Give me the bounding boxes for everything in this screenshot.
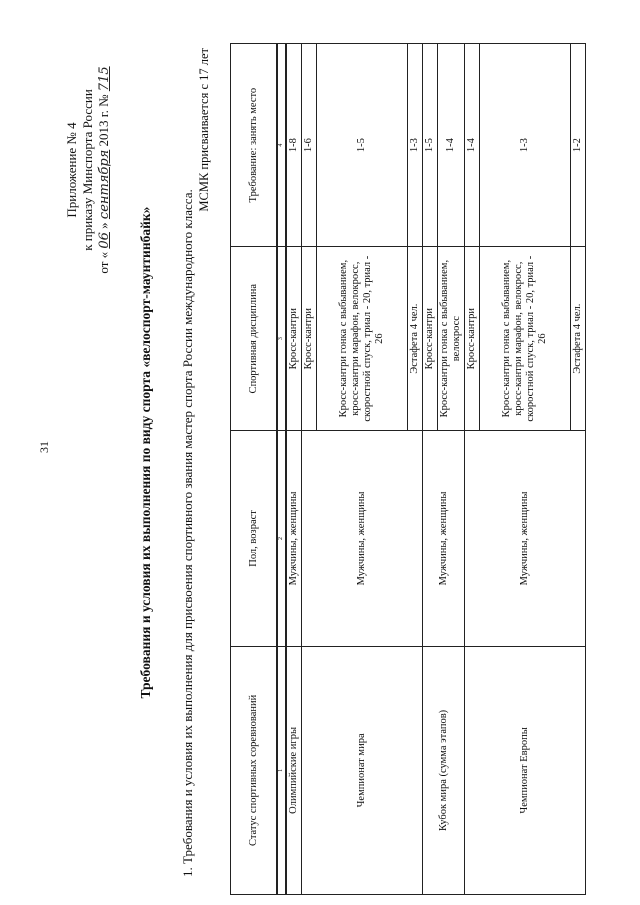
place-cell: 1-2 bbox=[571, 44, 586, 247]
handwritten-month: сентября bbox=[97, 149, 112, 220]
discipline-cell: Кросс-кантри гонка с выбыванием, велокросс bbox=[438, 247, 465, 431]
status-cell: Чемпионат мира bbox=[302, 646, 423, 894]
column-number: 4 bbox=[277, 44, 286, 247]
page-number: 31 bbox=[37, 441, 51, 453]
gender-cell: Мужчины, женщины bbox=[286, 431, 302, 647]
table-row bbox=[465, 44, 480, 895]
discipline-cell: Кросс-кантри гонка с выбыванием, кросс-кантри марафон, велокросс, скоростной спуск, триал - 20, триал - 26 bbox=[480, 247, 571, 431]
handwritten-order-number: 715 bbox=[97, 66, 112, 92]
header-required-place: Требование: занять место bbox=[231, 44, 278, 247]
status-cell: Кубок мира (сумма этапов) bbox=[423, 646, 465, 894]
discipline-cell: Кросс-кантри bbox=[465, 247, 480, 431]
discipline-cell: Эстафета 4 чел. bbox=[571, 247, 586, 431]
gender-cell: Мужчины, женщины bbox=[302, 431, 423, 647]
status-cell: Чемпионат Европы bbox=[465, 646, 586, 894]
discipline-cell: Кросс-кантри гонка с выбыванием, кросс-кантри марафон, велокросс, скоростной спуск, триал - 20, триал - 26 bbox=[317, 247, 408, 431]
section-heading: 1. Требования и условия их выполнения для присвоения спортивного звания мастер спорта России международного класса. bbox=[180, 189, 195, 877]
place-cell: 1-8 bbox=[286, 44, 302, 247]
table-row bbox=[286, 44, 302, 895]
header-gender-age: Пол, возраст bbox=[231, 431, 278, 647]
column-number: 1 bbox=[277, 646, 286, 894]
date-year: 2013 г. № bbox=[96, 94, 111, 147]
table-row bbox=[423, 44, 438, 895]
discipline-cell: Эстафета 4 чел. bbox=[408, 247, 423, 431]
date-mid: » bbox=[96, 222, 111, 229]
header-discipline: Спортивная дисциплина bbox=[231, 247, 278, 431]
gender-cell: Мужчины, женщины bbox=[465, 431, 586, 647]
place-cell: 1-5 bbox=[317, 44, 408, 247]
age-note: МСМК присваивается с 17 лет bbox=[197, 48, 211, 212]
column-number: 2 bbox=[277, 431, 286, 647]
status-cell: Олимпийские игры bbox=[286, 646, 302, 894]
appendix-order-reference: к приказу Минспорта России bbox=[80, 89, 95, 251]
document-title: Требования и условия их выполнения по виду спорта «велоспорт-маунтинбайк» bbox=[138, 206, 153, 699]
requirements-table bbox=[230, 43, 586, 895]
appendix-date-line bbox=[96, 45, 113, 295]
discipline-cell: Кросс-кантри bbox=[423, 247, 438, 431]
discipline-cell: Кросс-кантри bbox=[286, 247, 302, 431]
place-cell: 1-4 bbox=[465, 44, 480, 247]
place-cell: 1-5 bbox=[423, 44, 438, 247]
appendix-title: Приложение № 4 bbox=[64, 122, 79, 218]
place-cell: 1-3 bbox=[480, 44, 571, 247]
table-row bbox=[302, 44, 317, 895]
table-header-row bbox=[231, 44, 278, 895]
header-status: Статус спортивных соревнований bbox=[231, 646, 278, 894]
date-prefix: от « bbox=[96, 251, 111, 274]
column-number-row bbox=[277, 44, 286, 895]
discipline-cell: Кросс-кантри bbox=[302, 247, 317, 431]
place-cell: 1-3 bbox=[408, 44, 423, 247]
column-number: 3 bbox=[277, 247, 286, 431]
place-cell: 1-6 bbox=[302, 44, 317, 247]
place-cell: 1-4 bbox=[438, 44, 465, 247]
gender-cell: Мужчины, женщины bbox=[423, 431, 465, 647]
appendix-block bbox=[64, 45, 113, 295]
handwritten-day: 06 bbox=[97, 232, 112, 249]
